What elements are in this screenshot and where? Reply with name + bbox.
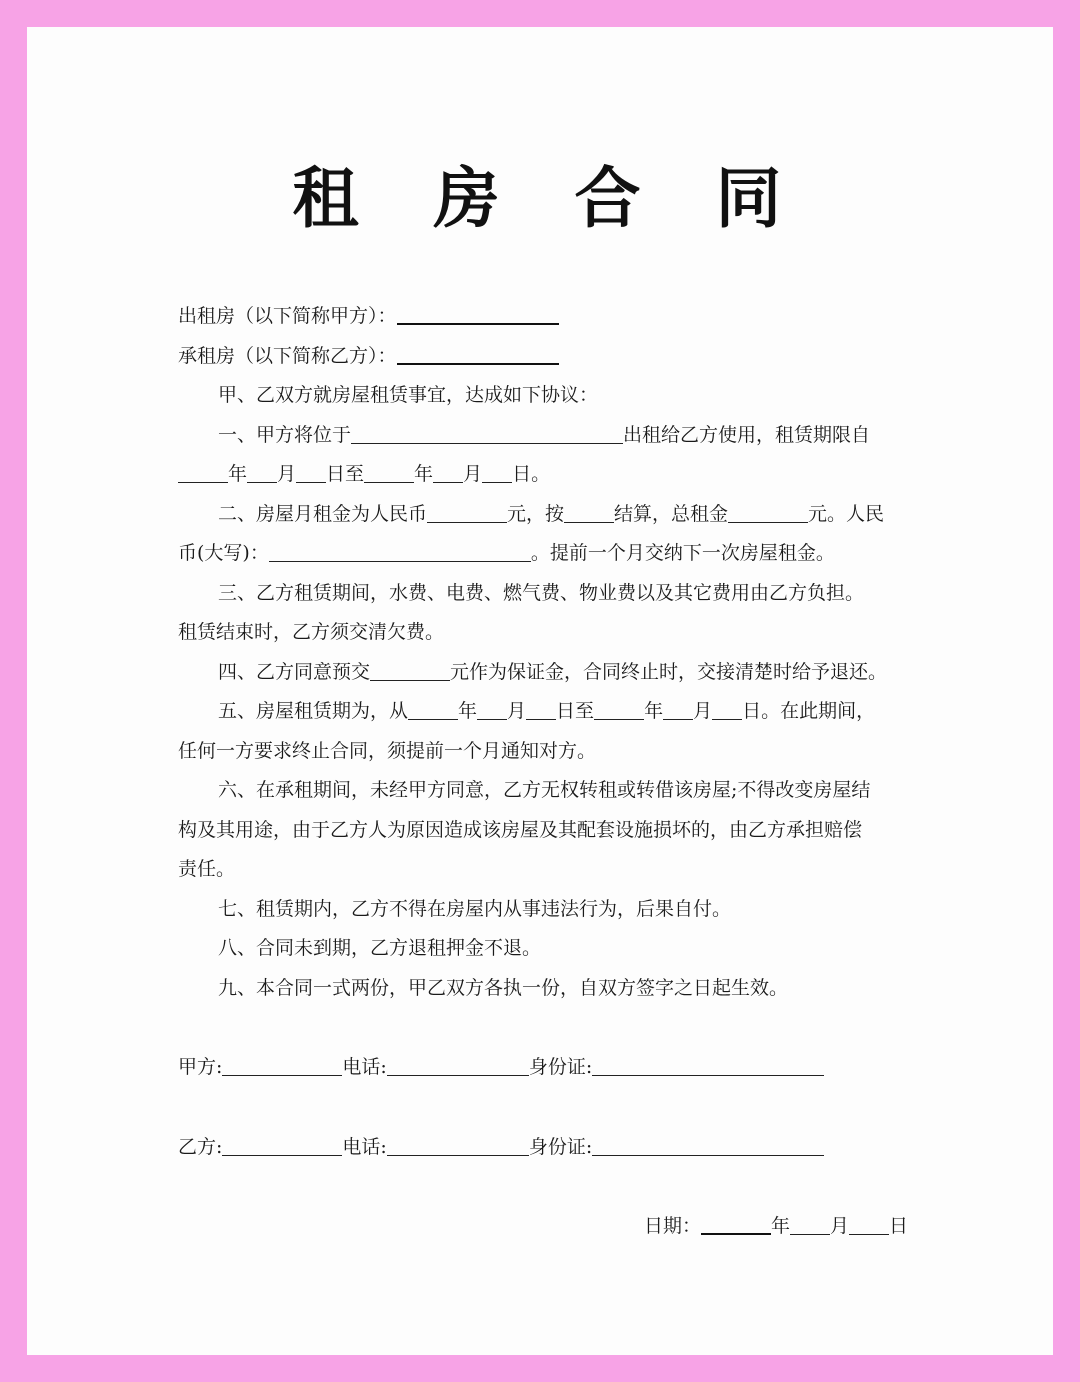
day-to-label: 日至 <box>556 700 595 722</box>
end-year-blank[interactable] <box>364 460 414 483</box>
date-day-blank[interactable] <box>849 1212 889 1235</box>
month-label: 月 <box>277 463 297 485</box>
clause-6-end: 责任。 <box>178 858 236 880</box>
party-a-signature-row <box>178 1048 908 1088</box>
clause-4-text: 元作为保证金，合同终止时，交接清楚时给予退还。 <box>450 660 888 683</box>
clause-2-text: 。提前一个月交纳下一次房屋租金。 <box>530 542 835 564</box>
phone-label: 电话: <box>342 1056 387 1078</box>
clause-2 <box>178 495 908 535</box>
clause-2-text: 结算，总租金 <box>614 502 729 525</box>
clause-6: 六、在承租期间，未经甲方同意，乙方无权转租或转借该房屋;不得改变房屋结 <box>218 779 871 801</box>
deposit-blank[interactable] <box>370 658 450 681</box>
day-label: 日。 <box>512 463 551 485</box>
term-end-year-blank[interactable] <box>594 697 644 720</box>
clause-1 <box>178 416 908 456</box>
year-label: 年 <box>458 700 478 722</box>
id-label: 身份证: <box>528 1135 593 1158</box>
start-day-blank[interactable] <box>296 460 326 483</box>
end-month-blank[interactable] <box>433 460 463 483</box>
party-a-blank[interactable] <box>397 301 559 325</box>
year-label: 年 <box>644 700 664 722</box>
month-label: 月 <box>829 1215 849 1237</box>
party-b-signature-row <box>178 1128 908 1168</box>
clause-4 <box>178 653 908 693</box>
month-label: 月 <box>507 700 527 722</box>
clause-5-text: 日。在此期间， <box>742 700 876 722</box>
clause-1-text: 出租给乙方使用，租赁期限自 <box>623 423 871 446</box>
start-year-blank[interactable] <box>178 460 228 483</box>
page-title: 租 房 合 同 <box>292 160 808 237</box>
date-label: 日期： <box>643 1215 701 1237</box>
year-label: 年 <box>770 1215 790 1237</box>
term-start-year-blank[interactable] <box>408 697 458 720</box>
party-a-label: 出租房（以下简称甲方）： <box>178 305 397 327</box>
date-row <box>178 1207 908 1247</box>
party-a-sign-label: 甲方: <box>178 1056 223 1078</box>
contract-body <box>178 297 908 1247</box>
term-start-month-blank[interactable] <box>477 697 507 720</box>
clause-2-cont <box>178 534 908 574</box>
party-a-row <box>178 297 908 337</box>
clause-2-text: 元。人民 <box>808 502 885 525</box>
monthly-rent-blank[interactable] <box>427 500 507 523</box>
contract-page <box>27 27 1053 1355</box>
end-day-blank[interactable] <box>482 460 512 483</box>
clause-1-text: 一、甲方将位于 <box>218 423 352 446</box>
payment-period-blank[interactable] <box>564 500 614 523</box>
party-b-sign-label: 乙方: <box>178 1135 223 1158</box>
party-b-row <box>178 337 908 377</box>
clause-8: 八、合同未到期，乙方退租押金不退。 <box>218 937 542 959</box>
party-b-id-blank[interactable] <box>592 1133 824 1156</box>
party-b-label: 承租房（以下简称乙方）： <box>178 344 397 367</box>
term-end-month-blank[interactable] <box>663 697 693 720</box>
clause-1-dates <box>178 455 908 495</box>
intro-text: 甲、乙双方就房屋租赁事宜，达成如下协议： <box>218 384 599 406</box>
year-label: 年 <box>414 463 434 485</box>
phone-label: 电话: <box>342 1135 387 1158</box>
term-end-day-blank[interactable] <box>712 697 742 720</box>
party-a-sign-blank[interactable] <box>222 1053 342 1076</box>
clause-3-cont: 租赁结束时，乙方须交清欠费。 <box>178 621 445 643</box>
address-blank[interactable] <box>351 421 623 444</box>
clause-2-text: 币(大写)： <box>178 542 269 564</box>
clause-6-cont: 构及其用途，由于乙方人为原因造成该房屋及其配套设施损坏的，由乙方承担赔偿 <box>178 818 863 841</box>
clause-5-cont: 任何一方要求终止合同，须提前一个月通知对方。 <box>178 739 597 762</box>
month-label: 月 <box>693 700 713 722</box>
month-label: 月 <box>463 463 483 485</box>
id-label: 身份证: <box>528 1056 593 1078</box>
party-a-phone-blank[interactable] <box>387 1053 529 1076</box>
clause-2-text: 二、房屋月租金为人民币 <box>218 502 428 525</box>
clause-3: 三、乙方租赁期间，水费、电费、燃气费、物业费以及其它费用由乙方负担。 <box>218 581 865 604</box>
clause-2-text: 元，按 <box>507 502 565 525</box>
clause-5-text: 五、房屋租赁期为，从 <box>218 700 409 722</box>
rent-uppercase-blank[interactable] <box>269 539 531 562</box>
clause-7: 七、租赁期内，乙方不得在房屋内从事违法行为，后果自付。 <box>218 897 732 920</box>
clause-5 <box>178 692 908 732</box>
day-to-label: 日至 <box>326 463 365 485</box>
start-month-blank[interactable] <box>247 460 277 483</box>
year-label: 年 <box>228 463 248 485</box>
party-a-id-blank[interactable] <box>592 1053 824 1076</box>
clause-4-text: 四、乙方同意预交 <box>218 660 371 683</box>
party-b-sign-blank[interactable] <box>222 1133 342 1156</box>
term-start-day-blank[interactable] <box>526 697 556 720</box>
date-year-blank[interactable] <box>701 1211 771 1235</box>
day-label: 日 <box>888 1215 908 1237</box>
clause-9: 九、本合同一式两份，甲乙双方各执一份，自双方签字之日起生效。 <box>218 976 789 999</box>
total-rent-blank[interactable] <box>728 500 808 523</box>
party-b-blank[interactable] <box>397 341 559 365</box>
party-b-phone-blank[interactable] <box>387 1133 529 1156</box>
date-month-blank[interactable] <box>790 1212 830 1235</box>
